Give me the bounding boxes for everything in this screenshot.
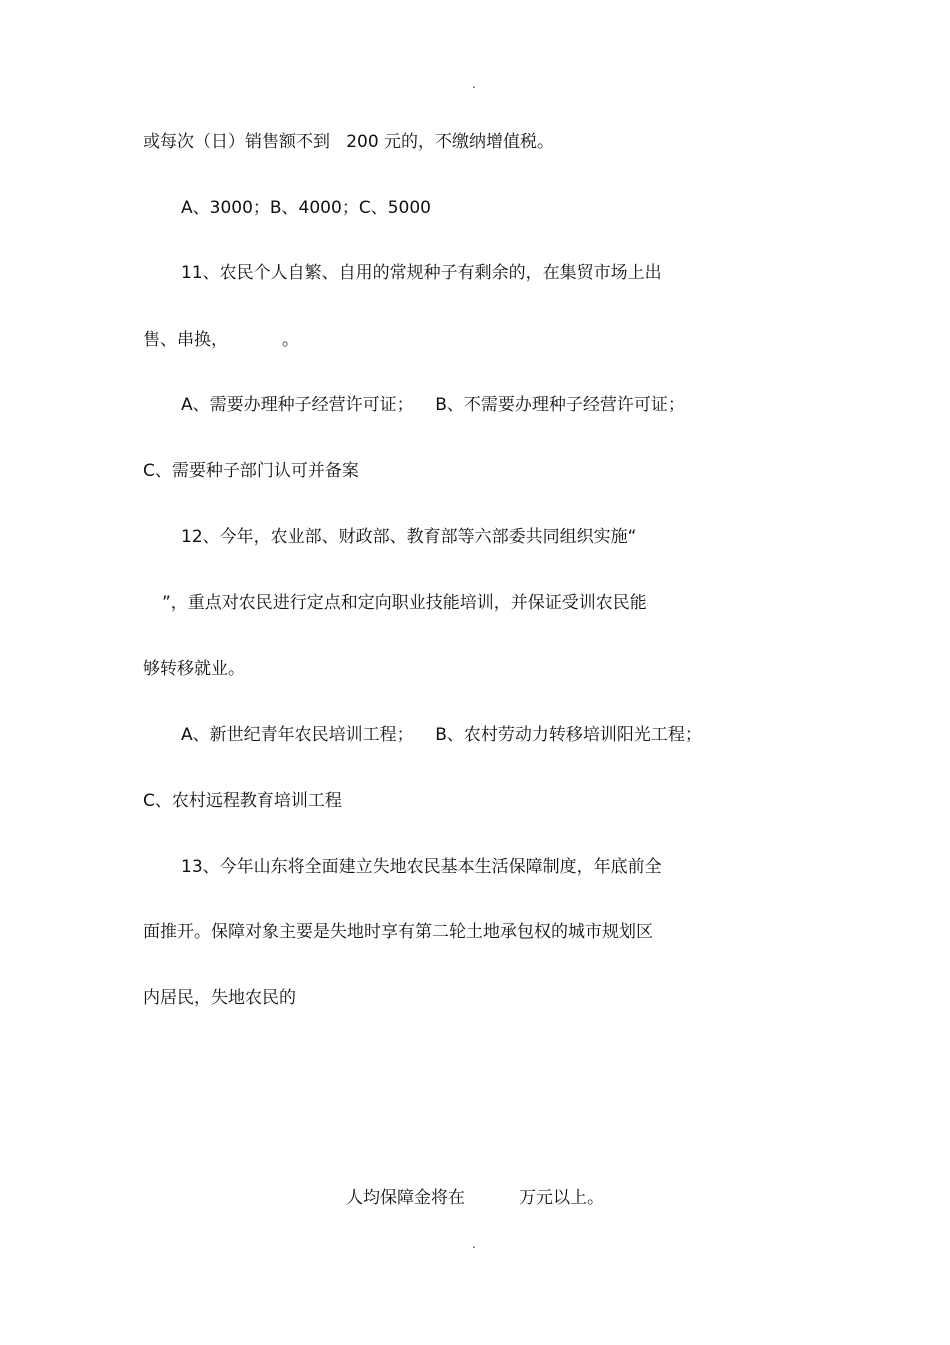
question-13-cont-3: 人均保障金将在 万元以上。 xyxy=(346,1188,605,1208)
question-12: 12、今年，农业部、财政部、教育部等六部委共同组织实施“ xyxy=(181,527,637,547)
text-line-1: 或每次（日）销售额不到 200 元的，不缴纳增值税。 xyxy=(143,132,555,152)
question-11-cont: 售、串换， 。 xyxy=(143,330,300,350)
question-12-cont-2: 够转移就业。 xyxy=(143,659,245,679)
options-q11-ab: A、需要办理种子经营许可证； B、不需要办理种子经营许可证； xyxy=(181,395,685,415)
question-11: 11、农民个人自繁、自用的常规种子有剩余的，在集贸市场上出 xyxy=(181,263,662,283)
option-q11-c: C、需要种子部门认可并备案 xyxy=(143,461,359,481)
footer-mark: . xyxy=(472,1237,476,1251)
question-13-cont-2: 内居民，失地农民的 xyxy=(143,988,296,1008)
options-q10: A、3000；B、4000；C、5000 xyxy=(181,198,431,218)
question-12-cont-1: ”，重点对农民进行定点和定向职业技能培训，并保证受训农民能 xyxy=(162,593,647,613)
header-mark: . xyxy=(472,77,476,91)
question-13: 13、今年山东将全面建立失地农民基本生活保障制度，年底前全 xyxy=(181,857,662,877)
question-13-cont-1: 面推开。保障对象主要是失地时享有第二轮土地承包权的城市规划区 xyxy=(143,922,653,942)
option-q12-c: C、农村远程教育培训工程 xyxy=(143,791,342,811)
options-q12-ab: A、新世纪青年农民培训工程； B、农村劳动力转移培训阳光工程； xyxy=(181,725,702,745)
